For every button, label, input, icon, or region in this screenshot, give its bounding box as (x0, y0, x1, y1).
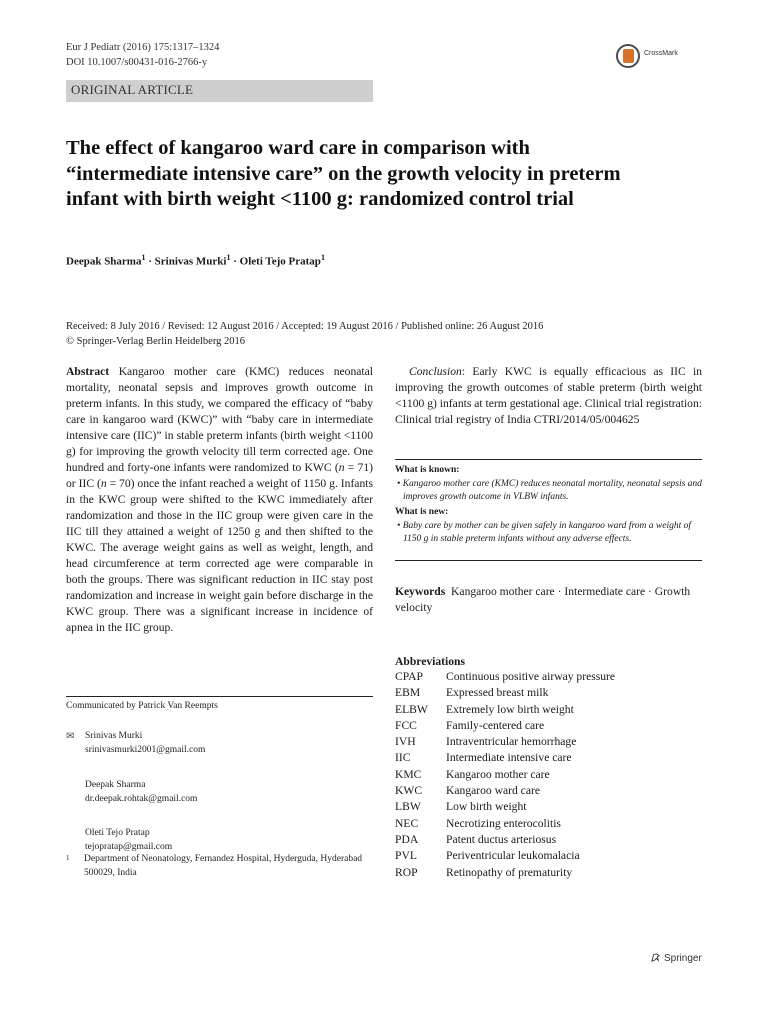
abbreviations-list (395, 669, 705, 881)
abbreviation-row (395, 783, 705, 799)
crossmark-icon (616, 44, 640, 68)
contact-email[interactable]: srinivasmurki2001@gmail.com (85, 745, 206, 755)
abbreviation-definition: Intermediate intensive care (446, 751, 572, 765)
contact-name: Srinivas Murki (85, 731, 143, 741)
what-is-known-item: • Kangaroo mother care (KMC) reduces neonatal mortality, neonatal sepsis and improves growth outcome in VLBW infants. (397, 479, 702, 502)
contact-name: Deepak Sharma (85, 780, 146, 790)
article-type-banner (66, 80, 373, 102)
abbreviation-definition: Expressed breast milk (446, 686, 549, 700)
abbreviation-term: ROP (395, 865, 418, 879)
footnote-divider (66, 696, 373, 697)
left-column (66, 364, 373, 636)
envelope-icon: ✉ (66, 731, 75, 742)
abbreviation-row (395, 816, 705, 832)
abbreviation-term: FCC (395, 718, 417, 732)
abbreviation-row (395, 734, 705, 750)
what-is-known-heading: What is known: (395, 465, 460, 475)
abbreviation-row (395, 702, 705, 718)
abbreviation-definition: Patent ductus arteriosus (446, 832, 557, 846)
abbreviation-row (395, 669, 705, 685)
abbreviation-term: ELBW (395, 702, 428, 716)
journal-citation: Eur J Pediatr (2016) 175:1317–1324 (66, 42, 220, 53)
copyright-notice: © Springer-Verlag Berlin Heidelberg 2016 (66, 336, 246, 347)
contact-block (85, 729, 205, 854)
n-symbol: n (100, 477, 107, 490)
abbreviations (395, 654, 705, 881)
abbreviation-term: KMC (395, 767, 422, 781)
abbreviation-term: NEC (395, 816, 419, 830)
abbreviation-term: LBW (395, 800, 421, 814)
abbreviation-definition: Kangaroo mother care (446, 767, 550, 781)
abbreviation-row (395, 865, 705, 881)
conclusion-text: : Early KWC is equally efficacious as IIC in improving the growth outcomes of stable preterm (birth weight <1100 g) infants at term gestational age. Clinical trial registration: Clinical trial registry of India CTRI/2014/05/004625 (395, 365, 702, 426)
keywords-heading: Keywords (395, 585, 446, 598)
abbreviations-heading: Abbreviations (395, 655, 466, 668)
crossmark-badge[interactable] (616, 44, 706, 72)
abstract-text: = 70) once the infant reached a weight of 1150 g. Infants in the KWC group were shifted to the KWC immediately after randomization and those in the IIC group were given care in the IIC till they attained a weight of 1250 g and then shifted to the KWC. The average weight gains as well as weight, length, and head circumference at term corrected age were comparable in both the groups. There was significant reduction in IIC stay post randomization and increase in weight gain before discharge in the KWC group. There was a significant increase in incidence of apnea in the IIC group. (66, 477, 373, 634)
abbreviation-row (395, 799, 705, 815)
author-affiliation-ref: 1 (320, 253, 325, 262)
journal-header (66, 40, 219, 70)
abbreviation-definition: Retinopathy of prematurity (446, 865, 573, 879)
crossmark-label: CrossMark (644, 50, 678, 57)
abbreviation-term: EBM (395, 686, 421, 700)
publisher-logo (650, 952, 702, 964)
box-top-rule (395, 459, 702, 460)
abbreviation-row (395, 832, 705, 848)
abbreviation-term: PVL (395, 849, 417, 863)
affiliation-text: Department of Neonatology, Fernandez Hospital, Hyderguda, Hyderabad 500029, India (84, 854, 363, 878)
abbreviation-definition: Continuous positive airway pressure (446, 670, 616, 683)
abstract (66, 364, 373, 636)
doi-link[interactable]: DOI 10.1007/s00431-016-2766-y (66, 57, 208, 68)
abbreviation-definition: Kangaroo ward care (446, 784, 540, 798)
abbreviation-definition: Necrotizing enterocolitis (446, 816, 561, 830)
contact-email[interactable]: dr.deepak.rohtak@gmail.com (85, 794, 198, 804)
abbreviation-row (395, 718, 705, 734)
author-separator: · (145, 255, 155, 268)
abbreviation-definition: Extremely low birth weight (446, 702, 574, 716)
article-type-label: ORIGINAL ARTICLE (71, 82, 194, 97)
abbreviation-term: CPAP (395, 670, 423, 683)
n-symbol: n (338, 461, 345, 474)
abbreviation-row (395, 685, 705, 701)
conclusion (395, 364, 702, 428)
conclusion-heading: Conclusion (409, 365, 462, 378)
key-messages-box (395, 465, 702, 546)
affiliation-number: 1 (66, 854, 70, 862)
publisher-name: Springer (664, 953, 702, 964)
author-name[interactable]: Srinivas Murki (154, 255, 227, 268)
author-separator: · (230, 255, 240, 268)
springer-horse-icon (650, 952, 661, 963)
author-name[interactable]: Deepak Sharma (66, 255, 142, 268)
abbreviation-row (395, 767, 705, 783)
author-name[interactable]: Oleti Tejo Pratap (239, 255, 321, 268)
abbreviation-term: KWC (395, 784, 423, 798)
communicated-by: Communicated by Patrick Van Reempts (66, 701, 218, 711)
contact-name: Oleti Tejo Pratap (85, 828, 150, 838)
right-column (395, 364, 702, 428)
keywords-text: Kangaroo mother care · Intermediate care · Growth velocity (395, 585, 691, 614)
abbreviation-row (395, 750, 705, 766)
author-affiliation-ref: 1 (226, 253, 231, 262)
abbreviation-definition: Low birth weight (446, 800, 527, 814)
author-affiliation-ref: 1 (141, 253, 146, 262)
publication-dates (66, 319, 543, 349)
abbreviation-definition: Intraventricular hemorrhage (446, 735, 577, 749)
abstract-text: Kangaroo mother care (KMC) reduces neonatal mortality, neonatal sepsis and improves growth outcome in preterm infants. In this study, we compared the efficacy of “baby care in kangaroo ward (KWC)” with “baby care in intermediate intensive care (IIC)” in stable preterm infants (birth weight <1100 g) for improving the growth velocity till term corrected age. One hundred and forty-one infants were randomized to KWC ( (66, 365, 373, 474)
box-bottom-rule (395, 560, 702, 561)
abbreviation-term: IVH (395, 735, 416, 749)
abbreviation-definition: Periventricular leukomalacia (446, 849, 580, 863)
abbreviation-term: PDA (395, 832, 419, 846)
abbreviation-row (395, 848, 705, 864)
contact-email[interactable]: tejopratap@gmail.com (85, 842, 173, 852)
author-list (66, 253, 325, 268)
keywords (395, 584, 695, 616)
article-title: The effect of kangaroo ward care in comparison with “intermediate intensive care” on the growth velocity in preterm infant with birth weight <1100 g: randomized control trial (66, 137, 621, 210)
abstract-text: = 71) or IIC ( (66, 461, 373, 490)
abbreviation-term: IIC (395, 751, 411, 765)
what-is-new-item: • Baby care by mother can be given safely in kangaroo ward from a weight of 1150 g in stable preterm infants without any adverse effects. (397, 521, 691, 544)
abbreviation-definition: Family-centered care (446, 718, 545, 732)
abstract-heading: Abstract (66, 365, 110, 378)
history-dates: Received: 8 July 2016 / Revised: 12 August 2016 / Accepted: 19 August 2016 / Published online: 26 August 2016 (66, 321, 544, 332)
what-is-new-heading: What is new: (395, 507, 449, 517)
